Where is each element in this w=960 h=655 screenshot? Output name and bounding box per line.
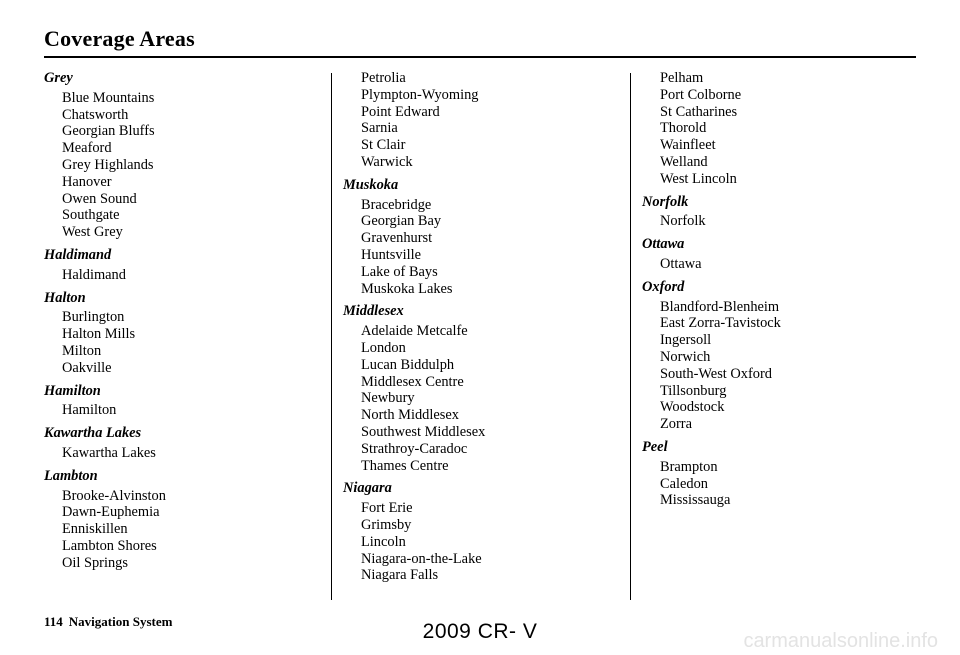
- place-name: St Catharines: [660, 103, 738, 120]
- place-name: Gravenhurst: [361, 230, 433, 247]
- column-divider: [630, 73, 631, 600]
- place-name: Warwick: [361, 153, 413, 170]
- place-name: Middlesex Centre: [361, 373, 464, 390]
- place-name: Southwest Middlesex: [361, 423, 486, 440]
- place-name: Brampton: [660, 458, 718, 475]
- place-name: Southgate: [62, 207, 120, 224]
- place-name: Caledon: [660, 475, 708, 492]
- region-group: [642, 279, 781, 433]
- place-name: Brooke-Alvinston: [62, 487, 166, 504]
- place-name: London: [361, 339, 406, 356]
- place-name: Oil Springs: [62, 554, 128, 571]
- region-group: [642, 439, 781, 509]
- place-name: Norwich: [660, 348, 711, 365]
- place-name: Oakville: [62, 359, 112, 376]
- place-name: Huntsville: [361, 246, 421, 263]
- section-name: Navigation System: [68, 614, 173, 629]
- place-name: Burlington: [62, 309, 125, 326]
- region-heading: Niagara: [343, 480, 392, 497]
- place-name: Grey Highlands: [62, 156, 154, 173]
- region-heading: Haldimand: [44, 246, 112, 263]
- region-heading: Halton: [44, 289, 86, 306]
- region-heading: Grey: [44, 70, 73, 86]
- place-name: Zorra: [660, 416, 692, 433]
- place-name: Georgian Bluffs: [62, 123, 155, 140]
- place-name: Welland: [660, 153, 708, 170]
- region-group: [642, 194, 781, 231]
- region-group: [343, 303, 485, 474]
- place-name: Muskoka Lakes: [361, 280, 453, 297]
- page-title: Coverage Areas: [44, 26, 195, 51]
- place-name: Petrolia: [361, 70, 406, 86]
- place-name: Enniskillen: [62, 521, 128, 538]
- place-name: Port Colborne: [660, 86, 742, 103]
- region-heading: Ottawa: [642, 236, 685, 253]
- region-group: [44, 425, 166, 462]
- place-name: Wainfleet: [660, 137, 716, 154]
- place-name: East Zorra-Tavistock: [660, 315, 781, 332]
- region-group: [44, 290, 166, 377]
- place-name: Dawn-Euphemia: [62, 504, 160, 521]
- place-name: Woodstock: [660, 399, 725, 416]
- place-name: Georgian Bay: [361, 213, 442, 230]
- place-name: Hamilton: [62, 402, 117, 419]
- region-heading: Lambton: [44, 467, 98, 484]
- place-name: Norfolk: [660, 213, 706, 230]
- region-group: [343, 70, 485, 171]
- region-group: [44, 70, 166, 241]
- place-name: Ottawa: [660, 255, 702, 272]
- place-name: Halton Mills: [62, 326, 136, 343]
- page-number: 114: [44, 614, 63, 629]
- place-name: Point Edward: [361, 103, 440, 120]
- place-name: Kawartha Lakes: [62, 444, 156, 461]
- region-group: [642, 70, 781, 188]
- place-name: Bracebridge: [361, 196, 432, 213]
- region-heading: Norfolk: [642, 193, 689, 210]
- place-name: Newbury: [361, 390, 415, 407]
- coverage-column-1: [44, 70, 166, 578]
- place-name: Lambton Shores: [62, 537, 157, 554]
- site-watermark: carmanualsonline.info: [743, 630, 938, 652]
- region-heading: Hamilton: [44, 382, 101, 399]
- place-name: Thorold: [660, 120, 707, 137]
- region-group: [44, 383, 166, 420]
- place-name: Lincoln: [361, 533, 406, 550]
- place-name: Plympton-Wyoming: [361, 86, 479, 103]
- place-name: Niagara-on-the-Lake: [361, 550, 482, 567]
- place-name: Ingersoll: [660, 332, 712, 349]
- place-name: Grimsby: [361, 516, 412, 533]
- place-name: Mississauga: [660, 492, 731, 509]
- place-name: Hanover: [62, 173, 112, 190]
- column-divider: [331, 73, 332, 600]
- place-name: North Middlesex: [361, 407, 459, 424]
- place-name: Lake of Bays: [361, 263, 438, 280]
- place-name: Meaford: [62, 140, 112, 157]
- coverage-column-3: [642, 70, 781, 515]
- place-name: Tillsonburg: [660, 382, 727, 399]
- region-group: [343, 480, 485, 584]
- place-name: Strathroy-Caradoc: [361, 440, 468, 457]
- region-group: [343, 177, 485, 298]
- title-rule: [44, 56, 916, 58]
- coverage-column-2: [343, 70, 485, 590]
- place-name: Sarnia: [361, 120, 398, 137]
- region-group: [642, 236, 781, 273]
- place-name: Niagara Falls: [361, 567, 439, 584]
- place-name: St Clair: [361, 137, 406, 154]
- place-name: Lucan Biddulph: [361, 356, 455, 373]
- place-name: Owen Sound: [62, 190, 137, 207]
- model-watermark: 2009 CR- V: [422, 620, 538, 643]
- region-heading: Peel: [642, 438, 668, 455]
- place-name: Fort Erie: [361, 500, 413, 517]
- place-name: West Lincoln: [660, 170, 737, 187]
- region-heading: Kawartha Lakes: [44, 425, 142, 442]
- region-group: [44, 247, 166, 284]
- place-name: West Grey: [62, 224, 123, 241]
- place-name: Milton: [62, 342, 102, 359]
- place-name: Chatsworth: [62, 106, 129, 123]
- place-name: Blue Mountains: [62, 89, 155, 106]
- region-heading: Middlesex: [343, 303, 404, 320]
- place-name: Haldimand: [62, 266, 126, 283]
- region-heading: Muskoka: [343, 176, 399, 193]
- place-name: Thames Centre: [361, 457, 449, 474]
- region-group: [44, 468, 166, 572]
- place-name: South-West Oxford: [660, 365, 772, 382]
- place-name: Blandford-Blenheim: [660, 298, 780, 315]
- place-name: Pelham: [660, 70, 704, 86]
- region-heading: Oxford: [642, 278, 685, 295]
- place-name: Adelaide Metcalfe: [361, 323, 468, 340]
